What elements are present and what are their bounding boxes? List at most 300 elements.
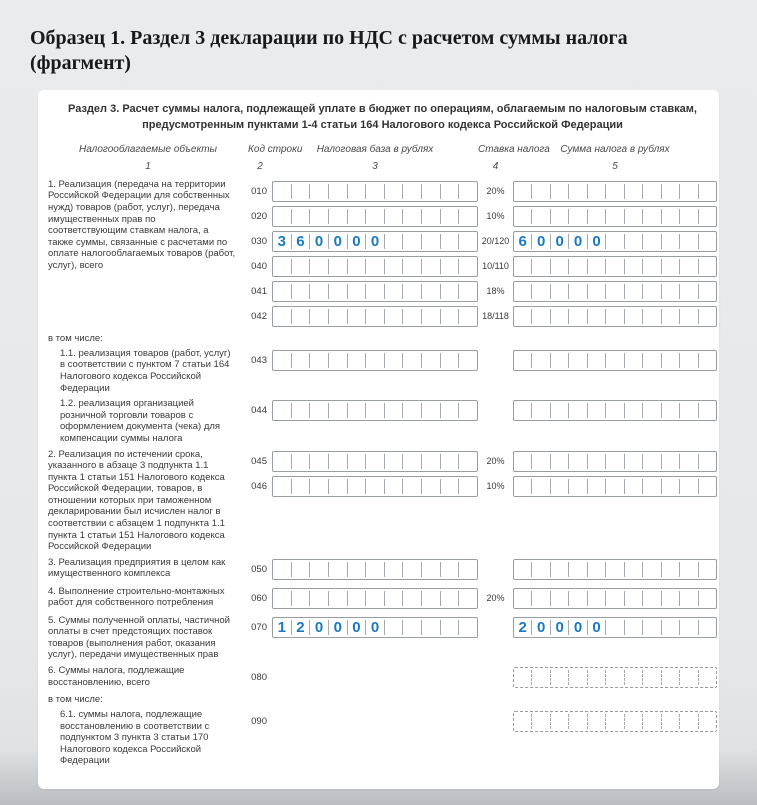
digit-cell: [661, 353, 679, 368]
digit-cell: [679, 403, 697, 418]
digit-cell: [587, 562, 605, 577]
digit-cell: [402, 403, 421, 418]
row-description: 1.1. реализация товаров (работ, услуг) в соответствии с пунктом 7 статьи 164 Налогового кодекса Российской Федерации: [60, 347, 231, 394]
form-line-090: [248, 709, 717, 734]
row-description: 6. Суммы налога, подлежащие восстановлению, всего: [48, 665, 185, 688]
digit-cell: [679, 714, 697, 729]
tax-rate-label: 20%: [486, 456, 505, 466]
digit-cell: [384, 284, 403, 299]
vat-form-card: [38, 90, 719, 789]
digit-cell: [642, 562, 660, 577]
digit-cell: [550, 670, 568, 685]
digit-cell: 0: [531, 620, 549, 635]
digit-cell: [514, 401, 531, 420]
digit-cell: [440, 184, 459, 199]
digit-cell: [550, 714, 568, 729]
digit-cell: 0: [328, 620, 347, 635]
digit-cell: [309, 284, 328, 299]
digit-cell: [568, 209, 586, 224]
tax-rate-label: 10/110: [482, 261, 509, 272]
form-line-041: [248, 279, 717, 304]
digit-cell: [587, 591, 605, 606]
digit-cell: [440, 353, 459, 368]
digit-cell: [421, 353, 440, 368]
tax-rate-label: 10%: [486, 481, 505, 491]
digit-cell: [384, 309, 403, 324]
digit-cell: [347, 591, 366, 606]
digit-cell: [661, 403, 679, 418]
digit-cell: [624, 620, 642, 635]
digit-cell: [679, 620, 697, 635]
digit-cell: [531, 184, 549, 199]
digit-cell: [365, 403, 384, 418]
digit-cell: [679, 670, 697, 685]
tax-sum-field-042[interactable]: [513, 306, 717, 327]
digit-cell: [309, 562, 328, 577]
tax-sum-field-040[interactable]: [513, 256, 717, 277]
digit-cell: [550, 479, 568, 494]
tax-base-field-020[interactable]: [272, 206, 478, 227]
digit-cell: [568, 670, 586, 685]
digit-cell: [273, 560, 291, 579]
form-group: [48, 348, 717, 394]
digit-cell: [365, 591, 384, 606]
digit-cell: [568, 184, 586, 199]
row-stack: [248, 179, 717, 329]
digit-cell: [531, 591, 549, 606]
digit-cell: [531, 670, 549, 685]
line-code: 070: [251, 621, 267, 633]
digit-cell: [698, 479, 716, 494]
digit-cell: [568, 353, 586, 368]
digit-cell: [661, 309, 679, 324]
line-code: 010: [251, 185, 267, 197]
digit-cell: [440, 562, 459, 577]
digit-cell: [440, 284, 459, 299]
digit-cell: [661, 714, 679, 729]
form-group: [48, 586, 717, 611]
digit-cell: [605, 714, 623, 729]
digit-cell: [587, 353, 605, 368]
digit-cell: 0: [365, 620, 384, 635]
digit-cell: [550, 259, 568, 274]
digit-cell: [698, 284, 716, 299]
digit-cell: [642, 209, 660, 224]
digit-cell: [587, 259, 605, 274]
digit-cell: [402, 353, 421, 368]
digit-cell: 0: [365, 234, 384, 249]
digit-cell: [698, 562, 716, 577]
tax-sum-field-020[interactable]: [513, 206, 717, 227]
digit-cell: [458, 562, 477, 577]
line-code: 044: [251, 405, 267, 417]
digit-cell: [698, 591, 716, 606]
digit-cell: [587, 479, 605, 494]
tax-sum-field-080[interactable]: [513, 667, 717, 688]
form-line-030: [248, 229, 717, 254]
digit-cell: [605, 353, 623, 368]
digit-cell: [550, 284, 568, 299]
digit-cell: [291, 209, 310, 224]
digit-cell: [605, 259, 623, 274]
digit-cell: [531, 454, 549, 469]
digit-cell: [642, 184, 660, 199]
digit-cell: [642, 284, 660, 299]
digit-cell: [291, 259, 310, 274]
tax-sum-field-090[interactable]: [513, 711, 717, 732]
form-group: [48, 179, 717, 329]
digit-cell: [679, 562, 697, 577]
section-header: [64, 102, 701, 134]
tax-base-field-030[interactable]: [272, 231, 478, 252]
row-stack: [248, 615, 717, 661]
digit-cell: [273, 182, 291, 201]
digit-cell: [531, 309, 549, 324]
digit-cell: [698, 670, 716, 685]
digit-cell: [291, 591, 310, 606]
column-number-2: 2: [257, 160, 263, 172]
form-line-050: [248, 557, 717, 582]
tax-sum-field-045[interactable]: [513, 451, 717, 472]
line-code: 045: [251, 455, 267, 467]
row-stack: [248, 709, 717, 767]
digit-cell: [514, 257, 531, 276]
digit-cell: [402, 234, 421, 249]
digit-cell: [365, 184, 384, 199]
digit-cell: 0: [347, 234, 366, 249]
digit-cell: [402, 284, 421, 299]
digit-cell: [402, 620, 421, 635]
digit-cell: [309, 454, 328, 469]
digit-cell: [347, 184, 366, 199]
page-title: Образец 1. Раздел 3 декларации по НДС с расчетом суммы налога (фрагмент): [30, 27, 628, 74]
digit-cell: [514, 560, 531, 579]
line-code: 046: [251, 480, 267, 492]
digit-cell: [568, 403, 586, 418]
digit-cell: [458, 209, 477, 224]
digit-cell: [531, 284, 549, 299]
tax-base-field-060[interactable]: [272, 588, 478, 609]
line-code: 020: [251, 210, 267, 222]
digit-cell: [642, 259, 660, 274]
digit-cell: [624, 454, 642, 469]
digit-cell: 2: [518, 618, 527, 636]
tax-rate-label: 20%: [486, 593, 505, 604]
digit-cell: [698, 620, 716, 635]
tax-sum-field-043[interactable]: [513, 350, 717, 371]
digit-cell: [273, 257, 291, 276]
digit-cell: [679, 184, 697, 199]
digit-cell: [624, 403, 642, 418]
digit-cell: [605, 454, 623, 469]
tax-base-field-041[interactable]: [272, 281, 478, 302]
line-code: 043: [251, 354, 267, 366]
digit-cell: [347, 479, 366, 494]
digit-cell: [568, 284, 586, 299]
digit-cell: [605, 562, 623, 577]
digit-cell: [384, 403, 403, 418]
digit-cell: 1: [277, 618, 286, 636]
digit-cell: 0: [568, 234, 586, 249]
digit-cell: [514, 477, 531, 496]
digit-cell: 0: [568, 620, 586, 635]
digit-cell: [421, 209, 440, 224]
digit-cell: [624, 670, 642, 685]
form-group: [48, 398, 717, 444]
digit-cell: [328, 403, 347, 418]
digit-cell: [309, 259, 328, 274]
digit-cell: [550, 403, 568, 418]
column-number-3: 3: [372, 160, 378, 172]
digit-cell: [679, 209, 697, 224]
tax-base-field-043[interactable]: [272, 350, 478, 371]
form-line-080: [248, 665, 717, 690]
tax-base-field-046[interactable]: [272, 476, 478, 497]
digit-cell: [402, 591, 421, 606]
digit-cell: [550, 184, 568, 199]
digit-cell: [440, 403, 459, 418]
digit-cell: [347, 209, 366, 224]
digit-cell: [384, 353, 403, 368]
digit-cell: [458, 184, 477, 199]
digit-cell: [568, 454, 586, 469]
digit-cell: [642, 234, 660, 249]
column-header-base: Налоговая база в рублях: [316, 143, 434, 155]
digit-cell: [624, 591, 642, 606]
digit-cell: [421, 234, 440, 249]
digit-cell: [458, 403, 477, 418]
digit-cell: [624, 714, 642, 729]
row-description: 1. Реализация (передача на территории Российской Федерации для собственных нужд) товаров (работ, услуг), передача имущественных прав по соответствующим ставкам налога, а также суммы, связанные с расчетами по оплате налогооблагаемых товаров (работ, услуг), всего: [48, 178, 236, 271]
digit-cell: [421, 620, 440, 635]
form-line-040: [248, 254, 717, 279]
digit-cell: [309, 479, 328, 494]
including-label: в том числе:: [48, 694, 103, 706]
row-description: 2. Реализация по истечении срока, указанного в абзаце 3 подпункта 1.1 пункта 1 статьи 151 Налогового кодекса Российской Федерации, товаров, в отношении которых при таможенном декларировании был исчислен налог в соответствии с абзацем 1 подпункта 1.1 пункта 1 статьи 151 Налогового кодекса Российской Федерации: [48, 448, 225, 553]
digit-cell: [384, 479, 403, 494]
column-number-1: 1: [145, 160, 151, 172]
digit-cell: [347, 309, 366, 324]
digit-cell: [514, 307, 531, 326]
tax-sum-field-010[interactable]: [513, 181, 717, 202]
digit-cell: [421, 591, 440, 606]
row-stack: [248, 398, 717, 444]
digit-cell: [514, 712, 531, 731]
digit-cell: [698, 234, 716, 249]
digit-cell: [440, 259, 459, 274]
line-code: 041: [251, 285, 267, 297]
digit-cell: [514, 282, 531, 301]
tax-sum-field-030[interactable]: [513, 231, 717, 252]
digit-cell: [402, 184, 421, 199]
form-line-010: [248, 179, 717, 204]
digit-cell: [514, 452, 531, 471]
digit-cell: [550, 454, 568, 469]
digit-cell: [328, 591, 347, 606]
digit-cell: [514, 207, 531, 226]
digit-cell: [328, 309, 347, 324]
digit-cell: [291, 479, 310, 494]
digit-cell: [587, 454, 605, 469]
digit-cell: [365, 353, 384, 368]
digit-cell: [605, 284, 623, 299]
digit-cell: 0: [309, 234, 328, 249]
digit-cell: [291, 454, 310, 469]
digit-cell: [273, 401, 291, 420]
digit-cell: [291, 284, 310, 299]
tax-base-field-044[interactable]: [272, 400, 478, 421]
digit-cell: [624, 562, 642, 577]
tax-sum-field-046[interactable]: [513, 476, 717, 497]
line-code: 050: [251, 563, 267, 575]
line-code: 080: [251, 672, 267, 684]
digit-cell: [661, 259, 679, 274]
line-code: 060: [251, 592, 267, 604]
digit-cell: [347, 284, 366, 299]
tax-base-field-050[interactable]: [272, 559, 478, 580]
tax-sum-field-041[interactable]: [513, 281, 717, 302]
form-line-044: [248, 398, 717, 423]
row-description: 4. Выполнение строительно-монтажных работ для собственного потребления: [48, 585, 225, 609]
tax-sum-field-060[interactable]: [513, 588, 717, 609]
tax-sum-field-044[interactable]: [513, 400, 717, 421]
digit-cell: [328, 479, 347, 494]
digit-cell: [309, 184, 328, 199]
digit-cell: [291, 184, 310, 199]
digit-cell: [642, 309, 660, 324]
digit-cell: [328, 284, 347, 299]
form-line-042: [248, 304, 717, 329]
digit-cell: [384, 591, 403, 606]
digit-cell: [440, 234, 459, 249]
digit-cell: [605, 479, 623, 494]
digit-cell: [605, 209, 623, 224]
digit-cell: [642, 479, 660, 494]
digit-cell: [440, 309, 459, 324]
digit-cell: [679, 309, 697, 324]
digit-cell: [587, 284, 605, 299]
digit-cell: [291, 562, 310, 577]
form-line-060: [248, 586, 717, 611]
digit-cell: [273, 207, 291, 226]
form-group: [48, 557, 717, 582]
tax-rate-label: 18%: [486, 286, 505, 297]
digit-cell: [698, 353, 716, 368]
row-description: 5. Суммы полученной оплаты, частичной оплаты в счет предстоящих поставок товаров (выполнения работ, оказания услуг), передачи имущественных прав: [48, 614, 230, 661]
digit-cell: [458, 454, 477, 469]
line-code: 090: [251, 716, 267, 728]
row-description: 3. Реализация предприятия в целом как имущественного комплекса: [48, 556, 226, 580]
digit-cell: [661, 591, 679, 606]
digit-cell: [514, 589, 531, 608]
digit-cell: [624, 184, 642, 199]
digit-cell: [458, 591, 477, 606]
digit-cell: [291, 403, 310, 418]
column-number-4: 4: [492, 160, 499, 172]
digit-cell: [328, 353, 347, 368]
digit-cell: [328, 562, 347, 577]
digit-cell: [531, 209, 549, 224]
tax-sum-field-070[interactable]: [513, 617, 717, 638]
tax-base-field-070[interactable]: [272, 617, 478, 638]
digit-cell: [514, 351, 531, 370]
digit-cell: [698, 309, 716, 324]
digit-cell: 0: [550, 620, 568, 635]
digit-cell: [642, 670, 660, 685]
digit-cell: [605, 670, 623, 685]
digit-cell: [624, 284, 642, 299]
digit-cell: [328, 259, 347, 274]
digit-cell: 0: [347, 620, 366, 635]
column-number-row: [48, 156, 717, 179]
digit-cell: [679, 479, 697, 494]
digit-cell: [661, 209, 679, 224]
digit-cell: [605, 184, 623, 199]
column-header-rate: Ставка налога: [478, 143, 550, 155]
digit-cell: [402, 209, 421, 224]
digit-cell: [514, 668, 531, 687]
digit-cell: [421, 259, 440, 274]
digit-cell: [421, 562, 440, 577]
digit-cell: [402, 259, 421, 274]
tax-base-field-040[interactable]: [272, 256, 478, 277]
digit-cell: [605, 309, 623, 324]
column-number-5: 5: [612, 160, 618, 172]
form-line-020: [248, 204, 717, 229]
row-stack: [248, 449, 717, 553]
digit-cell: 6: [291, 234, 310, 249]
tax-base-field-042[interactable]: [272, 306, 478, 327]
digit-cell: [291, 353, 310, 368]
digit-cell: [347, 562, 366, 577]
digit-cell: 3: [277, 232, 286, 250]
digit-cell: [531, 259, 549, 274]
tax-sum-field-050[interactable]: [513, 559, 717, 580]
digit-cell: [458, 620, 477, 635]
digit-cell: [568, 714, 586, 729]
form-line-046: [248, 474, 717, 499]
digit-cell: 0: [328, 234, 347, 249]
including-label: в том числе:: [48, 332, 103, 344]
form-line-070: [248, 615, 717, 640]
digit-cell: [642, 403, 660, 418]
digit-cell: 0: [531, 234, 549, 249]
digit-cell: 0: [587, 620, 605, 635]
digit-cell: [365, 259, 384, 274]
digit-cell: [531, 403, 549, 418]
digit-cell: [458, 234, 477, 249]
digit-cell: [661, 454, 679, 469]
digit-cell: [624, 234, 642, 249]
digit-cell: [568, 479, 586, 494]
digit-cell: [309, 591, 328, 606]
digit-cell: [421, 454, 440, 469]
digit-cell: [365, 209, 384, 224]
digit-cell: 2: [291, 620, 310, 635]
digit-cell: [698, 259, 716, 274]
digit-cell: [347, 403, 366, 418]
digit-cell: [642, 591, 660, 606]
digit-cell: [365, 479, 384, 494]
tax-base-field-010[interactable]: [272, 181, 478, 202]
digit-cell: [421, 479, 440, 494]
tax-base-field-045[interactable]: [272, 451, 478, 472]
column-header-sum: Сумма налога в рублях: [560, 143, 670, 155]
line-code: 042: [251, 310, 267, 322]
digit-cell: [605, 234, 623, 249]
digit-cell: [421, 284, 440, 299]
digit-cell: [365, 284, 384, 299]
